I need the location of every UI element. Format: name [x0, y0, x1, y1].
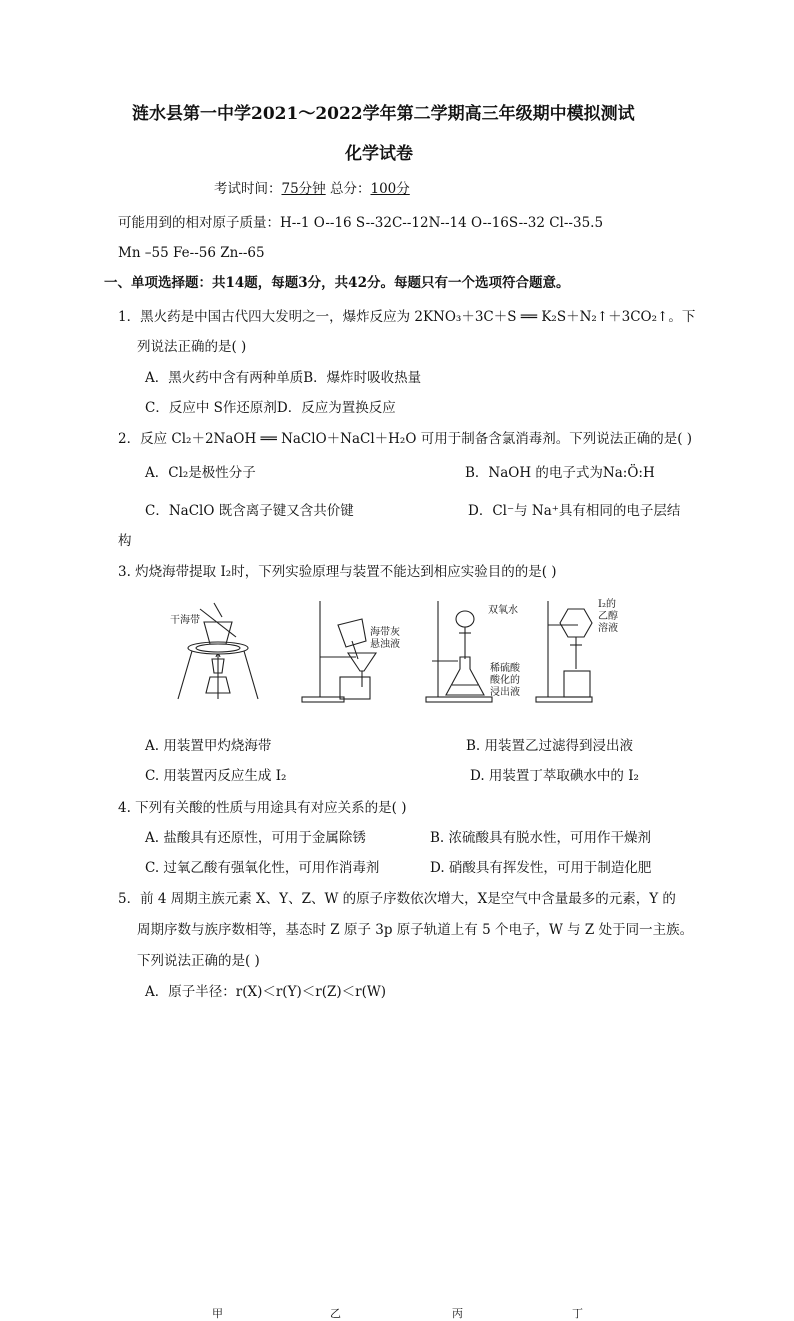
q2-option-d-continued: 构: [118, 533, 132, 549]
q2-stem: 2．反应 Cl₂＋2NaOH ══ NaClO＋NaCl＋H₂O 可用于制备含氯消毒剂。下列说法正确的是( ): [118, 431, 693, 447]
q3-stem: 3. 灼烧海带提取 I₂时，下列实验原理与装置不能达到相应实验目的的是( ): [118, 564, 557, 580]
q4-option-d: D. 硝酸具有挥发性，可用于制造化肥: [430, 860, 652, 876]
q3-option-a: A. 用装置甲灼烧海带: [145, 738, 272, 754]
label-xiliusuan-2: 酸化的: [490, 675, 520, 686]
label-shuangyangshui: 双氧水: [488, 605, 518, 616]
q2-option-c: C．NaClO 既含离子键又含共价键: [145, 503, 354, 519]
total-value: 100分: [370, 181, 410, 197]
q5-option-a: A．原子半径：r(X)＜r(Y)＜r(Z)＜r(W): [145, 984, 386, 1000]
label-xiliusuan-1: 稀硫酸: [490, 663, 520, 674]
q1-options-ab: A．黑火药中含有两种单质B．爆炸时吸收热量: [145, 370, 422, 386]
label-gan-haidai: 干海带: [170, 615, 200, 626]
q2-option-a: A．Cl₂是极性分子: [145, 465, 256, 481]
caption-ding: 丁: [572, 1307, 583, 1320]
caption-jia: 甲: [212, 1307, 223, 1320]
q4-option-c: C. 过氧乙酸有强氧化性，可用作消毒剂: [145, 860, 380, 876]
label-haidai-hui-1: 海带灰: [370, 627, 400, 638]
q3-option-d: D. 用装置丁萃取碘水中的 I₂: [470, 768, 639, 784]
q4-stem: 4. 下列有关酸的性质与用途具有对应关系的是( ): [118, 800, 407, 816]
exam-time-label: 考试时间：: [214, 181, 282, 197]
atomic-mass-line-1: 可能用到的相对原子质量：H--1 O--16 S--32C--12N--14 O--16S--32 Cl--35.5: [118, 215, 604, 231]
exam-title: 涟水县第一中学2021～2022学年第二学期高三年级期中模拟测试: [132, 104, 635, 124]
total-label: 总分：: [329, 181, 371, 197]
q1-stem-line-2: 列说法正确的是( ): [137, 339, 247, 355]
q3-option-c: C. 用装置丙反应生成 I₂: [145, 768, 287, 784]
q4-option-a: A. 盐酸具有还原性，可用于金属除锈: [145, 830, 366, 846]
exam-time-value: 75分钟: [281, 181, 326, 197]
q3-option-b: B. 用装置乙过滤得到浸出液: [466, 738, 634, 754]
apparatus-ding: [536, 601, 592, 702]
caption-bing: 丙: [452, 1307, 463, 1320]
q5-stem-line-2: 周期序数与族序数相等，基态时 Z 原子 3p 原子轨道上有 5 个电子，W 与 Z 处于同一主族。: [137, 922, 694, 938]
label-i2-1: I₂的: [598, 599, 616, 610]
label-xiliusuan-3: 浸出液: [490, 687, 520, 698]
apparatus-drawing: [170, 597, 630, 722]
exam-subtitle: 化学试卷: [345, 144, 413, 164]
q5-stem-line-3: 下列说法正确的是( ): [137, 953, 260, 969]
atomic-mass-line-2: Mn –55 Fe--56 Zn--65: [118, 245, 265, 261]
q1-stem-line-1: 1．黑火药是中国古代四大发明之一，爆炸反应为 2KNO₃＋3C＋S ══ K₂S＋N₂↑＋3CO₂↑。下: [118, 309, 696, 325]
q1-options-cd: C．反应中 S作还原剂D．反应为置换反应: [145, 400, 396, 416]
exam-info: [214, 180, 410, 198]
label-i2-2: 乙醇: [598, 611, 618, 622]
apparatus-yi: [302, 601, 376, 702]
q5-stem-line-1: 5．前 4 周期主族元素 X、Y、Z、W 的原子序数依次增大，X是空气中含量最多的元素，Y 的: [118, 891, 676, 907]
label-haidai-hui-2: 悬浊液: [370, 639, 400, 650]
q2-option-b: B．NaOH 的电子式为Na:Ö:H: [465, 465, 655, 481]
q2-option-d: D．Cl⁻与 Na⁺具有相同的电子层结: [468, 503, 681, 519]
caption-yi: 乙: [330, 1307, 341, 1320]
section-heading: 一、单项选择题：共14题，每题3分，共42分。每题只有一个选项符合题意。: [104, 275, 570, 291]
apparatus-bing: [426, 601, 492, 702]
q4-option-b: B. 浓硫酸具有脱水性，可用作干燥剂: [430, 830, 652, 846]
label-i2-3: 溶液: [598, 623, 618, 634]
